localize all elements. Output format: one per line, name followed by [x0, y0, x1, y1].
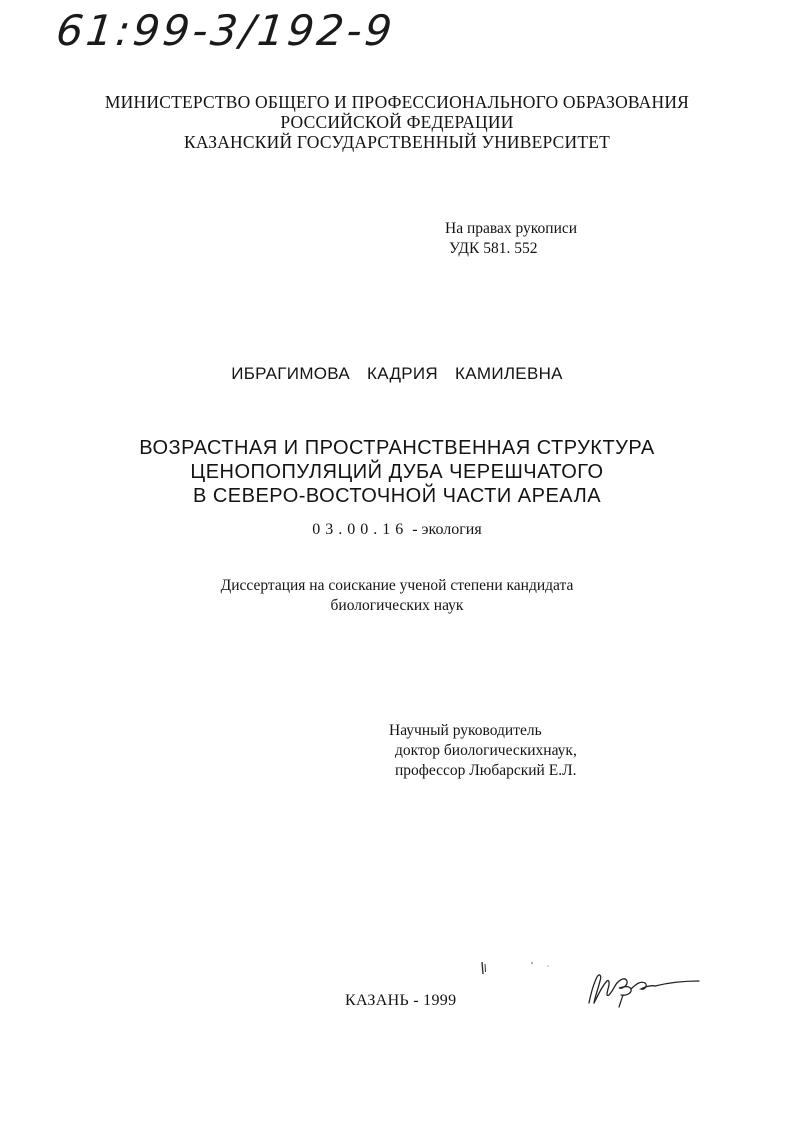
udk-code: УДК 581. 552 [449, 240, 538, 257]
scan-specks [470, 960, 570, 990]
specialty-separator: - [412, 521, 418, 538]
federation-line: РОССИЙСКОЙ ФЕДЕРАЦИИ [280, 112, 514, 132]
specialty-code: 03.00.16 [312, 521, 409, 538]
supervisor-block [389, 721, 577, 781]
manuscript-rights: На правах рукописи [445, 220, 578, 237]
specialty-name: экология [421, 521, 482, 538]
university-line: КАЗАНСКИЙ ГОСУДАРСТВЕННЫЙ УНИВЕРСИТЕТ [183, 132, 611, 152]
dissertation-line: Диссертация на соискание ученой степени кандидата [220, 577, 574, 594]
thesis-title [0, 436, 794, 508]
supervisor-role: Научный руководитель [389, 722, 542, 739]
dissertation-line: биологических наук [330, 597, 464, 614]
ministry-line: МИНИСТЕРСТВО ОБЩЕГО И ПРОФЕССИОНАЛЬНОГО ОБРАЗОВАНИЯ [104, 92, 690, 112]
city-year: КАЗАНЬ - 1999 [345, 992, 457, 1009]
ministry-header [0, 92, 794, 152]
rights-block [445, 219, 577, 259]
title-line: В СЕВЕРО-ВОСТОЧНОЙ ЧАСТИ АРЕАЛА [192, 485, 602, 507]
specialty-line [0, 521, 794, 539]
signature [583, 963, 703, 1009]
dissertation-statement [0, 576, 794, 616]
title-line: ЦЕНОПОПУЛЯЦИЙ ДУБА ЧЕРЕШЧАТОГО [190, 461, 604, 483]
author-name: ИБРАГИМОВА КАДРИЯ КАМИЛЕВНА [231, 364, 563, 383]
title-line: ВОЗРАСТНАЯ И ПРОСТРАНСТВЕННАЯ СТРУКТУРА [139, 437, 655, 459]
supervisor-degree: доктор биологическихнаук, [395, 742, 577, 759]
supervisor-name: профессор Любарский Е.Л. [395, 762, 577, 779]
archive-code: 61:99-3/192-9 [54, 6, 398, 55]
